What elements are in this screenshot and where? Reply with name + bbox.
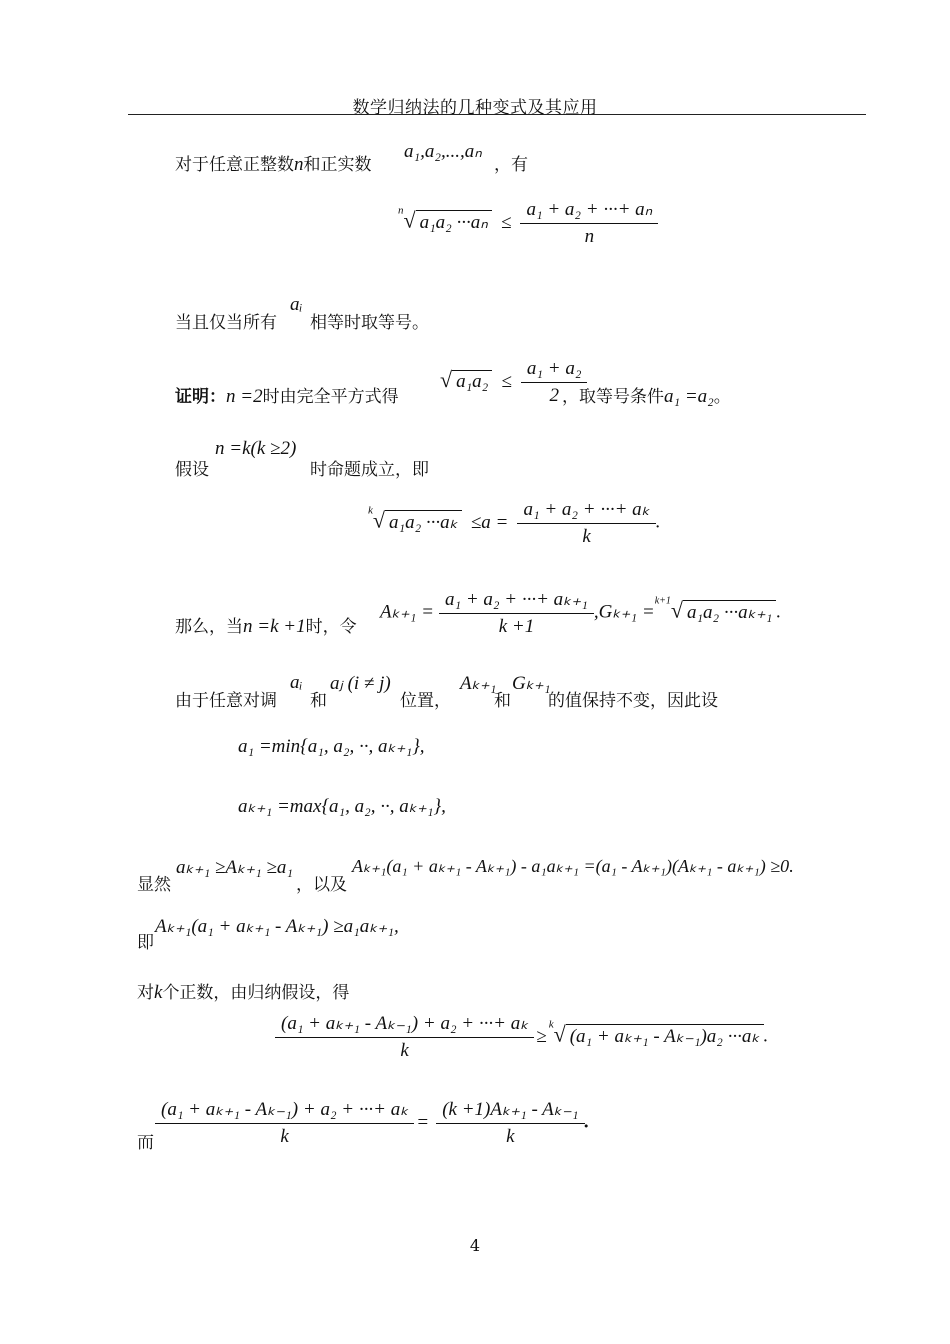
hyp-cond: n =k(k ≥2) [215,438,297,459]
then-radicand: a₁a₂ ···aₖ₊₁ [683,600,776,624]
then-A: Aₖ₊₁ = [380,601,434,623]
min-definition: a₁ =min{a₁, a₂, ··, aₖ₊₁}, [238,736,425,757]
proof-label: 证明： [175,387,226,407]
swap-text-a: 由于任意对调 [175,691,277,711]
formula1-radicand: a₁a₂ ···aₙ [416,210,492,234]
formula4-numerator: (a₁ + aₖ₊₁ - Aₖ₋₁) + a₂ + ···+ aₖ [155,1098,414,1124]
formula4-fraction [155,1098,414,1148]
equality-ai: aᵢ [290,294,303,315]
swap-text-d: 和 [494,691,511,711]
formula3-denominator: k [400,1040,409,1061]
proof-relation: ≤ [501,371,512,392]
proof-text-b: ，取等号条件 [562,387,664,407]
swap-A: Aₖ₊₁ [460,673,497,694]
kpos-line [137,978,349,1004]
formula2-denominator: k [582,526,591,547]
formula-final [155,1098,589,1148]
formula4-numerator2: (k +1)Aₖ₊₁ - Aₖ₋₁ [436,1098,584,1124]
then-formula: Aₖ₊₁ = $\frac{\text{a₁ + a₂ + ···+ aₖ₊₁}}{k +1}$ ,Gₖ₊₁ =$^{k+1}$√ a₁a₂ ···aₖ₊₁ . [380,589,782,637]
formula3-relation: ≥ [536,1025,547,1047]
then-line [175,612,357,638]
proof-text-a: 时由完全平方式得 [262,387,399,407]
formula4-denominator2: k [506,1126,515,1147]
formula1-numerator: a₁ + a₂ + ···+ aₙ [520,198,658,224]
ie-text: 即 [137,933,154,953]
formula4-relation: = [416,1111,430,1133]
proof-formula: √ a₁a₂ ≤ $\frac{\text{a₁ + a₂}}{2}$ [440,358,587,407]
formula3-fraction [275,1012,534,1062]
swap-aj: aⱼ (i ≠ j) [330,673,391,694]
proof-numerator: a₁ + a₂ [521,358,588,383]
proof-radicand: a₁a₂ [452,370,492,393]
kpos-text-a: 对 [137,983,154,1003]
swap-text-e: 的值保持不变，因此设 [548,691,718,711]
hyp-text-b: 时命题成立，即 [310,460,429,480]
formula3-radicand: (a₁ + aₖ₊₁ - Aₖ₋₁)a₂ ···aₖ [566,1024,764,1048]
kpos-text-b: 个正数，由归纳假设，得 [162,983,350,1003]
proof-cond: n =2 [226,386,263,407]
equality-text-a: 当且仅当所有 [175,313,277,333]
swap-ai: aᵢ [290,672,303,693]
formula2-radicand: a₁a₂ ···aₖ [385,510,462,534]
and-text: 而 [137,1133,154,1153]
formula1-denominator: n [584,226,595,247]
then-cond: n =k +1 [243,616,306,637]
formula3-end: . [763,1025,769,1047]
proof-denominator: 2 [549,385,559,406]
obv-expression [352,856,794,877]
formula3-numerator: (a₁ + aₖ₊₁ - Aₖ₋₁) + a₂ + ···+ aₖ [275,1012,534,1038]
formula2-numerator: a₁ + a₂ + ···+ aₖ [517,498,655,524]
then-text-a: 那么，当 [175,617,243,637]
ie-expression-text: Aₖ₊₁(a₁ + aₖ₊₁ - Aₖ₊₁) ≥a₁aₖ₊₁ [155,916,394,937]
max-definition: aₖ₊₁ =max{a₁, a₂, ··, aₖ₊₁}, [238,796,446,817]
proof-eq: a₁ =a₂ [664,386,714,407]
formula-induction-step: $\frac{\text{(a₁ + aₖ₊₁ - Aₖ₋₁) + a₂ + ···+ aₖ}}{k}$ ≥$^k$√ (a₁ + aₖ₊₁ - Aₖ₋₁)a₂ ···aₖ . [275,1012,768,1062]
swap-text-c: 位置， [400,691,451,711]
formula2-fraction [517,498,655,548]
intro-text-a: 对于任意正整数 [175,155,294,175]
formula4-end: . [584,1111,590,1133]
formula-amgm: $^n$√ a₁a₂ ···aₙ ≤ $\frac{\text{a₁ + a₂ + ···+ aₙ}}{n}$ [398,198,658,248]
header-rule [128,114,866,115]
formula2-relation: ≤a = [470,511,509,533]
then-text-b: 时，令 [305,617,357,637]
proof-line [175,382,399,408]
formula4-denominator: k [280,1126,289,1147]
formula4-fraction2 [436,1098,584,1148]
formula1-root-index: n [398,204,404,217]
formula2-root-index: k [368,504,373,517]
proof-tail [562,382,731,408]
obv-text-b: ，以及 [296,875,347,895]
ie-end: , [393,916,399,937]
obv-end: . [789,856,794,876]
formula1-fraction [520,198,658,248]
then-denominator: k +1 [498,616,535,637]
then-numerator: a₁ + a₂ + ···+ aₖ₊₁ [439,588,594,614]
formula-hypothesis: $^k$√ a₁a₂ ···aₖ ≤a = $\frac{\text{a₁ + a₂ + ···+ aₖ}}{k}$ . [368,499,661,547]
then-end: . [776,601,782,623]
kpos-k: k [154,982,163,1003]
formula1-relation: ≤ [500,211,512,233]
hyp-text-a: 假设 [175,460,209,480]
then-G: ,Gₖ₊₁ = [593,601,655,623]
intro-line [175,150,372,176]
intro-sequence: a₁,a₂,...,aₙ [404,141,482,162]
swap-G: Gₖ₊₁ [512,673,551,694]
proof-text-c: 。 [713,387,731,407]
ie-expression [155,915,399,938]
then-root-index: k+1 [654,595,671,607]
then-fraction [439,588,594,638]
swap-text-b: 和 [310,691,327,711]
obv-expression-text: Aₖ₊₁(a₁ + aₖ₊₁ - Aₖ₊₁) - a₁aₖ₊₁ =(a₁ - Aₖ₊₁)(Aₖ₊₁ - aₖ₊₁) ≥0 [352,856,790,876]
formula2-end: . [655,511,661,533]
obv-inequality: aₖ₊₁ ≥Aₖ₊₁ ≥a₁ [176,857,294,878]
page-number: 4 [469,1236,481,1255]
obv-text-a: 显然 [137,875,171,895]
equality-text-b: 相等时取等号。 [310,313,429,333]
intro-text-b: 和正实数 [303,155,372,175]
intro-text-c: ，有 [494,155,528,175]
page-header-title: 数学归纳法的几种变式及其应用 [352,98,598,118]
formula3-root-index: k [548,1018,554,1031]
intro-n: n [294,154,304,175]
